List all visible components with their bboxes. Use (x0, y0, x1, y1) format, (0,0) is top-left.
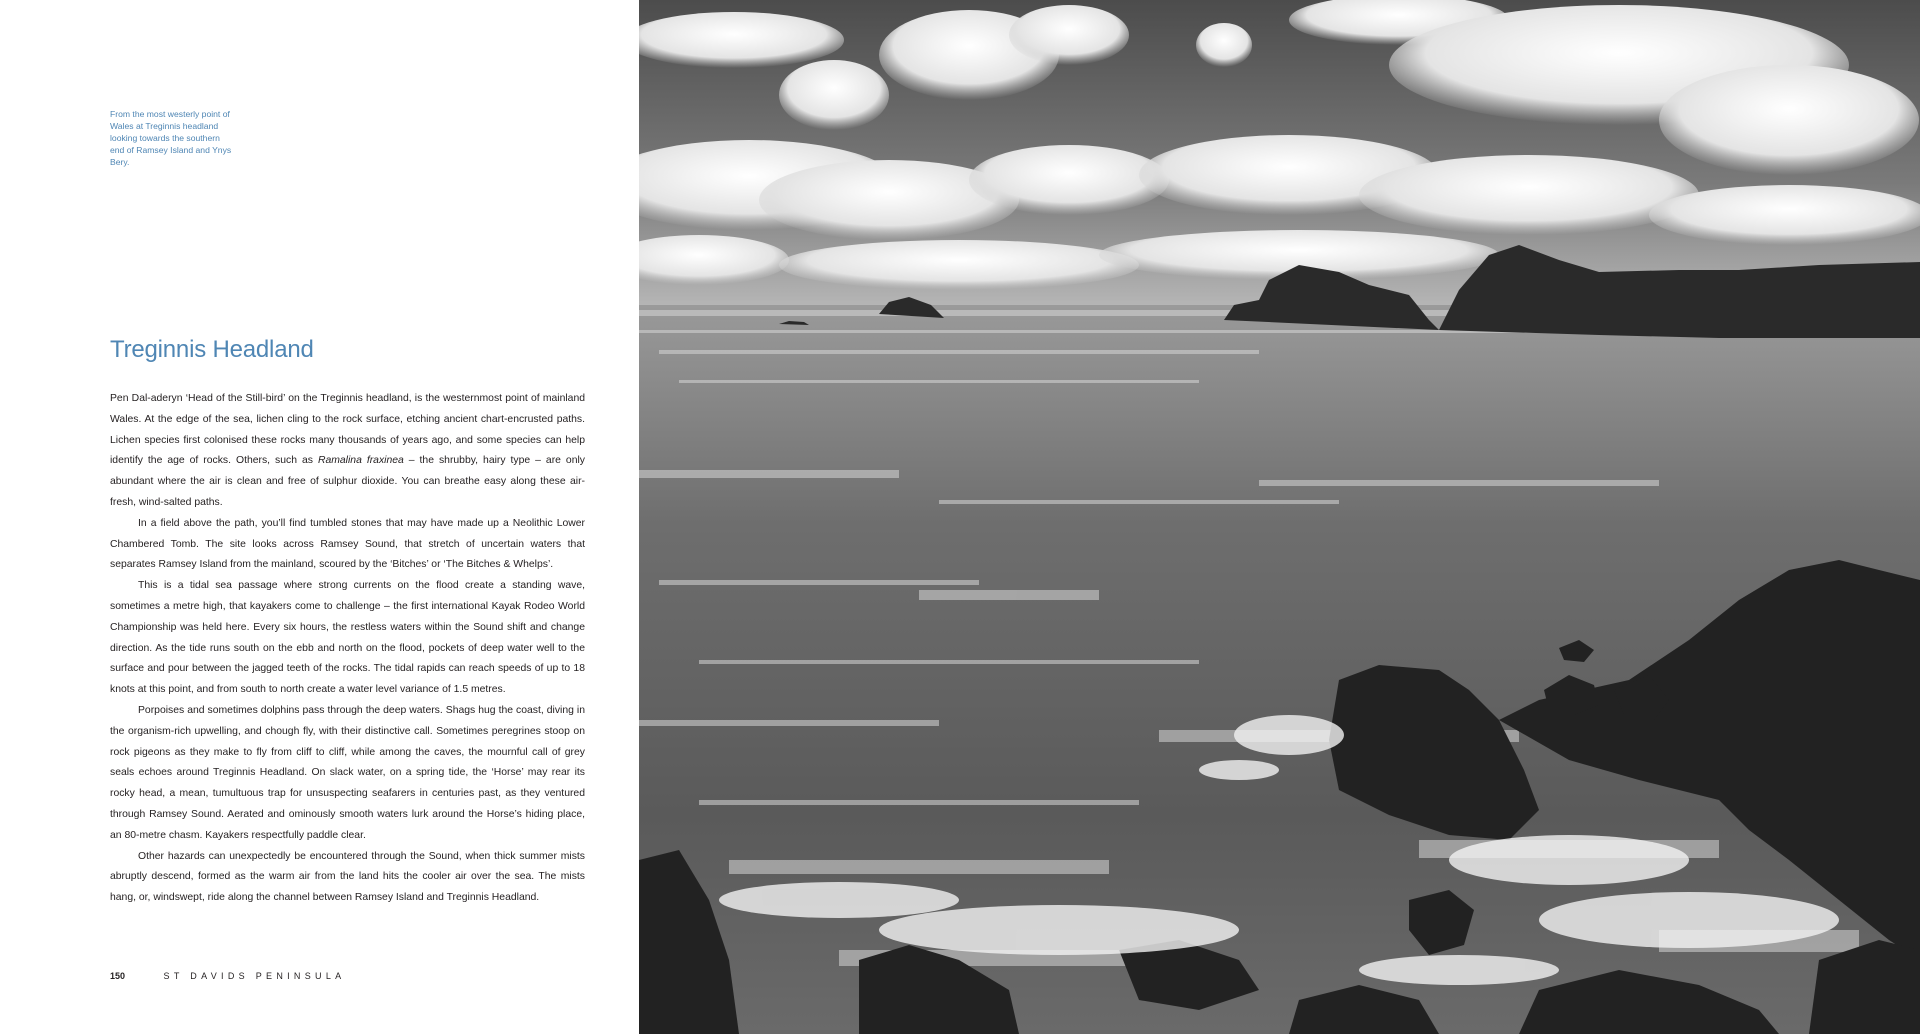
photo-caption: From the most westerly point of Wales at Treginnis headland looking towards the southern end of Ramsey Island and Ynys Bery. (110, 109, 232, 167)
running-title: ST DAVIDS PENINSULA (163, 971, 346, 981)
paragraph-4: Porpoises and sometimes dolphins pass through the deep waters. Shags hug the coast, diving in the organism-rich upwelling, and chough fly, with their distinctive call. Sometimes peregrines stoop on rock pigeons as they make to fly from cliff to cliff, while among the caves, the mournful call of grey seals echoes around Treginnis Headland. On slack water, on a spring tide, the ‘Horse’ may rear its rocky head, a mean, tumultuous trap for unsuspecting seafarers in centuries past, as they ventured through Ramsey Sound. Aerated and ominously smooth waters lurk around the Horse’s hiding place, an 80-metre chasm. Kayakers respectfully paddle clear. (110, 704, 585, 841)
left-page (0, 0, 639, 1034)
coastal-photograph (639, 0, 1920, 1034)
page-footer (110, 971, 345, 981)
page-number: 150 (110, 971, 126, 981)
paragraph-1 (110, 389, 585, 514)
paragraph-1-text-b: – the shrubby, hairy type – are only abundant where the air is clean and free of sulphur dioxide. You can breathe easy along these air-fresh, wind-salted paths. (110, 455, 585, 508)
paragraph-3: This is a tidal sea passage where strong currents on the flood create a standing wave, sometimes a metre high, that kayakers come to challenge – the first international Kayak Rodeo World Championship was held here. Every six hours, the restless waters within the Sound shift and change direction. As the tide runs south on the ebb and north on the flood, pockets of deep water well to the surface and pour between the jagged teeth of the rocks. The tidal rapids can reach speeds of up to 18 knots at this point, and from south to north create a water level variance of 1.5 metres. (110, 580, 585, 696)
species-name: Ramalina fraxinea (317, 455, 404, 467)
paragraph-1-text-a: Pen Dal-aderyn ‘Head of the Still-bird’ on the Treginnis headland, is the westernmost point of mainland Wales. At the edge of the sea, lichen cling to the rock surface, etching ancient chart-encrusted paths. Lichen species first colonised these rocks many thousands of years ago, and some species can help identify the age of rocks. Others, such as (110, 393, 585, 467)
paragraph-5: Other hazards can unexpectedly be encountered through the Sound, when thick summer mists abruptly descend, formed as the warm air from the land hits the cooler air over the sea. The mists hang, or, windswept, ride along the channel between Ramsey Island and Treginnis Headland. (110, 850, 585, 904)
paragraph-2: In a field above the path, you’ll find tumbled stones that may have made up a Neolithic Lower Chambered Tomb. The site looks across Ramsey Sound, that stretch of uncertain waters that separates Ramsey Island from the mainland, scoured by the ‘Bitches’ or ‘The Bitches & Whelps’. (110, 517, 585, 571)
section-heading: Treginnis Headland (110, 336, 314, 363)
body-text (110, 389, 585, 909)
